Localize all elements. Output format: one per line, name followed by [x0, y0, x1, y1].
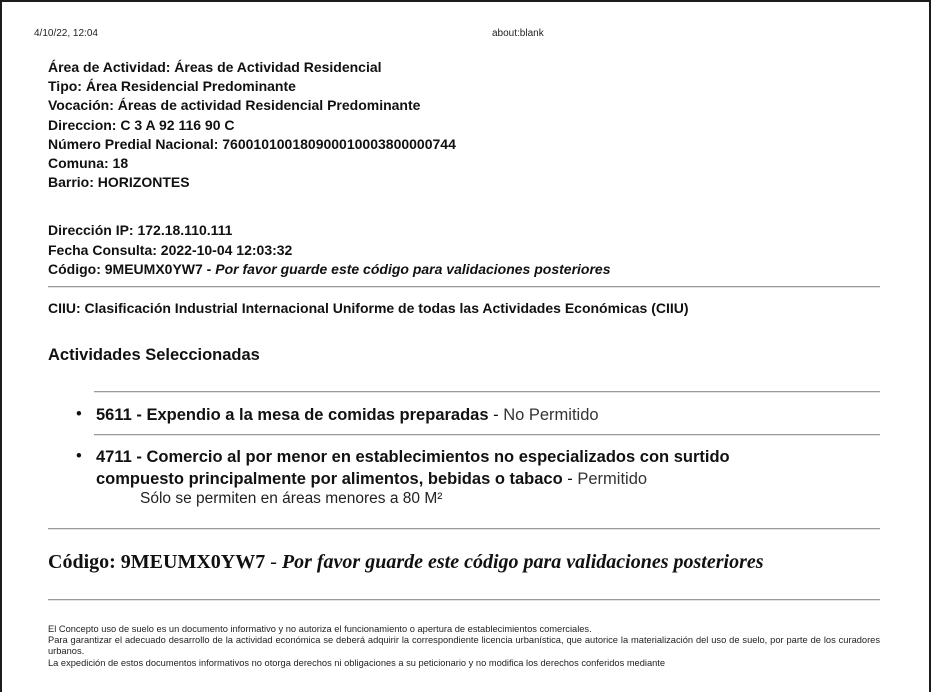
- codigo-footer-label: Código: 9MEUMX0YW7: [48, 551, 266, 573]
- print-date: 4/10/22, 12:04: [34, 28, 98, 39]
- fecha-consulta: Fecha Consulta: 2022-10-04 12:03:32: [48, 241, 293, 258]
- activity-item: 5611 - Expendio a la mesa de comidas preparadas - No Permitido: [96, 406, 599, 424]
- divider: [94, 391, 880, 393]
- bullet-marker: •: [76, 447, 82, 465]
- codigo-footer-note: Por favor guarde este código para validaciones posteriores: [281, 551, 764, 573]
- activity-title-line1: 4711 - Comercio al por menor en establecimientos no especializados con surtido: [96, 448, 730, 466]
- actividades-title: Actividades Seleccionadas: [48, 346, 260, 364]
- activity-note: Sólo se permiten en áreas menores a 80 M²: [140, 490, 443, 507]
- divider: [48, 599, 880, 601]
- consulta-info: [48, 221, 610, 280]
- codigo-label: Código: 9MEUMX0YW7: [48, 261, 203, 277]
- activity-status: No Permitido: [503, 406, 599, 424]
- print-url: about:blank: [492, 28, 544, 39]
- divider: [48, 286, 880, 288]
- fine-print-line: Para garantizar el adecuado desarrollo de la actividad económica se deberá adquirir la correspondiente licencia urbanística, que autorice la materialización del uso de suelo, por parte de los curadores urbanos.: [48, 635, 880, 657]
- land-use-info: [48, 58, 456, 192]
- tipo: Tipo: Área Residencial Predominante: [48, 78, 296, 95]
- divider: [48, 528, 880, 530]
- activity-item: 4711 - Comercio al por menor en establecimientos no especializados con surtido compuesto principalmente por alimentos, bebidas o tabaco - Permitido: [96, 448, 730, 488]
- codigo-sep: -: [202, 261, 216, 277]
- area-actividad: Área de Actividad: Áreas de Actividad Residencial: [48, 59, 382, 75]
- vocacion: Vocación: Áreas de actividad Residencial Predominante: [48, 97, 421, 114]
- activity-title: 5611 - Expendio a la mesa de comidas preparadas: [96, 406, 489, 424]
- codigo-line: [48, 260, 610, 280]
- divider: [94, 434, 880, 436]
- codigo-note: Por favor guarde este código para validaciones posteriores: [215, 261, 611, 277]
- activity-title-line2: compuesto principalmente por alimentos, bebidas o tabaco: [96, 469, 563, 488]
- bullet-marker: •: [76, 405, 82, 423]
- fine-print-line: El Concepto uso de suelo es un documento informativo y no autoriza el funcionamiento o apertura de establecimientos comerciales.: [48, 624, 592, 634]
- fine-print-line: La expedición de estos documentos informativos no otorga derechos ni obligaciones a su peticionario y no modifica los derechos conferidos mediante: [48, 657, 666, 668]
- barrio: Barrio: HORIZONTES: [48, 174, 190, 191]
- ip-address: Dirección IP: 172.18.110.111: [48, 222, 233, 238]
- printed-page: [2, 2, 929, 692]
- comuna: Comuna: 18: [48, 155, 129, 172]
- direccion: Direccion: C 3 A 92 116 90 C: [48, 116, 235, 133]
- codigo-footer-sep: -: [265, 551, 282, 573]
- fine-print: [48, 624, 880, 669]
- numero-predial: Número Predial Nacional: 760010100180900010003800000744: [48, 135, 456, 152]
- ciiu-title: CIIU: Clasificación Industrial Internacional Uniforme de todas las Actividades Económicas (CIIU): [48, 300, 689, 316]
- codigo-footer: [48, 551, 764, 574]
- activity-status: Permitido: [577, 469, 648, 488]
